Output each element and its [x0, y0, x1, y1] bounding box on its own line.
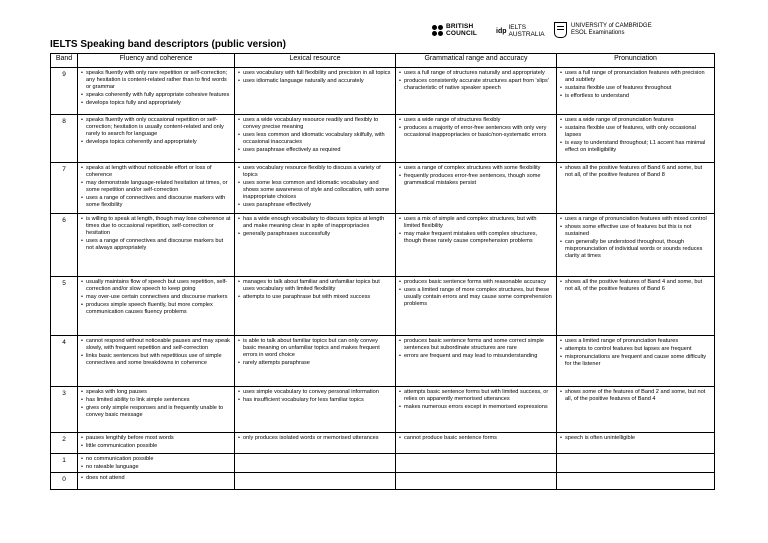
british-council-logo — [432, 23, 477, 37]
descriptor-item: • links basic sentences but with repetitious use of simple connectives and some breakdowns in coherence — [81, 353, 231, 367]
descriptor-item: • is willing to speak at length, though may lose coherence at times due to occasional repetition, self-correction or hesitation — [81, 216, 231, 237]
descriptor-item: • gives only simple responses and is frequently unable to convey basic message — [81, 405, 231, 419]
descriptor-list — [399, 216, 553, 245]
lexical-cell — [235, 163, 396, 214]
fluency-cell — [78, 336, 235, 387]
band-score: 2 — [51, 433, 78, 454]
ielts-line: IELTS — [508, 24, 527, 31]
descriptor-item: • is easy to understand throughout; L1 accent has minimal effect on intelligibility — [560, 140, 711, 154]
descriptor-item: • usually maintains flow of speech but uses repetition, self-correction and/or slow speech to keep going — [81, 279, 231, 293]
lexical-cell — [235, 277, 396, 336]
descriptor-item: • uses a range of connectives and discourse markers but not always appropriately — [81, 238, 231, 252]
descriptor-item: • uses a limited range of more complex structures, but these usually contain errors and may cause some comprehension problems — [399, 287, 553, 308]
descriptor-item: • has insufficient vocabulary for less familiar topics — [238, 397, 392, 404]
descriptor-item: • uses paraphrase effectively as required — [238, 147, 392, 154]
table-header-row — [51, 54, 715, 68]
descriptor-list — [238, 389, 392, 404]
descriptor-item: • produces simple speech fluently, but more complex communication causes fluency problems — [81, 302, 231, 316]
grammar-cell — [396, 473, 557, 490]
header-band: Band — [51, 54, 78, 68]
descriptor-item: • uses vocabulary with full flexibility and precision in all topics — [238, 70, 392, 77]
header-fluency: Fluency and coherence — [78, 54, 235, 68]
table-row — [51, 473, 715, 490]
lexical-cell — [235, 387, 396, 433]
pronunciation-cell — [557, 214, 715, 277]
band-score: 1 — [51, 454, 78, 473]
lexical-cell — [235, 433, 396, 454]
pronunciation-cell — [557, 68, 715, 115]
descriptor-item: • attempts to control features but lapses are frequent — [560, 346, 711, 353]
band-score: 4 — [51, 336, 78, 387]
grammar-cell — [396, 214, 557, 277]
descriptor-item: • uses a full range of pronunciation features with precision and subtlety — [560, 70, 711, 84]
grammar-cell — [396, 433, 557, 454]
australia-line: AUSTRALIA — [508, 31, 545, 38]
descriptor-list — [81, 475, 231, 482]
descriptor-list — [238, 70, 392, 85]
pronunciation-cell — [557, 163, 715, 214]
table-row — [51, 277, 715, 336]
idp-mark: idp — [496, 27, 507, 35]
band-score: 0 — [51, 473, 78, 490]
descriptor-list — [560, 117, 711, 154]
descriptor-item: • frequently produces error-free sentences, though some grammatical mistakes persist — [399, 173, 553, 187]
lexical-cell — [235, 454, 396, 473]
descriptor-item: • produces basic sentence forms and some correct simple sentences but subordinate structures are rare — [399, 338, 553, 352]
descriptor-item: • errors are frequent and may lead to misunderstanding — [399, 353, 553, 360]
table-row — [51, 387, 715, 433]
header-lexical: Lexical resource — [235, 54, 396, 68]
fluency-cell — [78, 115, 235, 163]
fluency-cell — [78, 473, 235, 490]
lexical-cell — [235, 473, 396, 490]
descriptor-list — [238, 117, 392, 154]
descriptor-list — [81, 338, 231, 367]
table-row — [51, 214, 715, 277]
descriptor-item: • sustains flexible use of features, with only occasional lapses — [560, 125, 711, 139]
descriptor-list — [81, 70, 231, 107]
descriptor-list — [399, 165, 553, 187]
descriptor-item: • produces consistently accurate structures apart from 'slips' characteristic of native speaker speech — [399, 78, 553, 92]
descriptor-list — [560, 435, 711, 442]
band-descriptor-table — [50, 53, 715, 490]
descriptor-item: • uses a wide range of pronunciation features — [560, 117, 711, 124]
fluency-cell — [78, 214, 235, 277]
descriptor-item: • speaks coherently with fully appropriate cohesive features — [81, 92, 231, 99]
descriptor-item: • generally paraphrases successfully — [238, 231, 392, 238]
descriptor-list — [238, 165, 392, 210]
descriptor-list — [81, 216, 231, 252]
descriptor-list — [560, 279, 711, 293]
descriptor-item: • no communication possible — [81, 456, 231, 463]
table-row — [51, 115, 715, 163]
table-row — [51, 336, 715, 387]
descriptor-list — [399, 70, 553, 92]
descriptor-item: • uses simple vocabulary to convey personal information — [238, 389, 392, 396]
descriptor-item: • develops topics coherently and appropriately — [81, 139, 231, 146]
descriptor-item: • may demonstrate language-related hesitation at times, or some repetition and/or self-correction — [81, 180, 231, 194]
band-score: 3 — [51, 387, 78, 433]
cambridge-line2: ESOL Examinations — [571, 30, 625, 36]
descriptor-item: • speaks with long pauses — [81, 389, 231, 396]
table-row — [51, 454, 715, 473]
table-row — [51, 433, 715, 454]
descriptor-item: • attempts to use paraphrase but with mixed success — [238, 294, 392, 301]
descriptor-item: • produces a majority of error-free sentences with only very occasional inappropriacies or basic/non-systematic errors — [399, 125, 553, 139]
pronunciation-cell — [557, 454, 715, 473]
band-score: 9 — [51, 68, 78, 115]
descriptor-item: • uses a wide range of structures flexibly — [399, 117, 553, 124]
descriptor-list — [560, 216, 711, 261]
grammar-cell — [396, 387, 557, 433]
descriptor-item: • shows all the positive features of Band 6 and some, but not all, of the positive features of Band 8 — [560, 165, 711, 179]
descriptor-item: • makes numerous errors except in memorised expressions — [399, 404, 553, 411]
descriptor-item: • uses a wide vocabulary resource readily and flexibly to convey precise meaning — [238, 117, 392, 131]
header-logos — [432, 22, 662, 44]
fluency-cell — [78, 387, 235, 433]
grammar-cell — [396, 277, 557, 336]
cambridge-shield-icon — [554, 22, 567, 38]
descriptor-list — [238, 338, 392, 367]
band-score: 7 — [51, 163, 78, 214]
pronunciation-cell — [557, 115, 715, 163]
table-row — [51, 68, 715, 115]
pronunciation-cell — [557, 433, 715, 454]
descriptor-item: • uses a range of complex structures with some flexibility — [399, 165, 553, 172]
descriptor-list — [560, 338, 711, 368]
descriptor-list — [399, 117, 553, 139]
descriptor-item: • shows some effective use of features but this is not sustained — [560, 224, 711, 238]
descriptor-list — [81, 456, 231, 471]
fluency-cell — [78, 277, 235, 336]
descriptor-item: • has a wide enough vocabulary to discuss topics at length and make meaning clear in spite of inappropriacies — [238, 216, 392, 230]
descriptor-item: • shows all the positive features of Band 4 and some, but not all, of the positive features of Band 6 — [560, 279, 711, 293]
descriptor-list — [238, 279, 392, 301]
table-body — [51, 68, 715, 490]
ielts-australia-logo — [496, 24, 545, 38]
grammar-cell — [396, 454, 557, 473]
descriptor-item: • may make frequent mistakes with complex structures, though these rarely cause comprehension problems — [399, 231, 553, 245]
descriptor-list — [81, 117, 231, 146]
descriptor-item: • is able to talk about familiar topics but can only convey basic meaning on unfamiliar topics and makes frequent errors in word choice — [238, 338, 392, 359]
page-title: IELTS Speaking band descriptors (public version) — [50, 39, 286, 50]
descriptor-list — [238, 216, 392, 238]
descriptor-item: • uses a limited range of pronunciation features — [560, 338, 711, 345]
descriptor-list — [399, 279, 553, 308]
descriptor-list — [81, 279, 231, 316]
band-score: 6 — [51, 214, 78, 277]
descriptor-item: • only produces isolated words or memorised utterances — [238, 435, 392, 442]
descriptor-item: • speaks at length without noticeable effort or loss of coherence — [81, 165, 231, 179]
descriptor-item: • cannot respond without noticeable pauses and may speak slowly, with frequent repetition and self-correction — [81, 338, 231, 352]
british-council-line2: COUNCIL — [446, 30, 478, 37]
table-row — [51, 163, 715, 214]
pronunciation-cell — [557, 336, 715, 387]
fluency-cell — [78, 433, 235, 454]
descriptor-item: • is effortless to understand — [560, 93, 711, 100]
descriptor-list — [81, 389, 231, 419]
descriptor-item: • uses vocabulary resource flexibly to discuss a variety of topics — [238, 165, 392, 179]
descriptor-item: • uses some less common and idiomatic vocabulary and shows some awareness of style and collocation, with some inappropriate choices — [238, 180, 392, 201]
descriptor-list — [399, 338, 553, 360]
british-council-dots-icon — [432, 25, 443, 36]
grammar-cell — [396, 336, 557, 387]
descriptor-list — [81, 435, 231, 450]
descriptor-item: • no rateable language — [81, 464, 231, 471]
descriptor-item: • develops topics fully and appropriately — [81, 100, 231, 107]
pronunciation-cell — [557, 277, 715, 336]
descriptor-list — [399, 389, 553, 411]
pronunciation-cell — [557, 473, 715, 490]
descriptor-item: • does not attend — [81, 475, 231, 482]
descriptor-item: • can generally be understood throughout, though mispronunciation of individual words or sounds reduces clarity at times — [560, 239, 711, 260]
header-pronunciation: Pronunciation — [557, 54, 715, 68]
descriptor-item: • has limited ability to link simple sentences — [81, 397, 231, 404]
british-council-line1: BRITISH — [446, 23, 474, 30]
band-score: 8 — [51, 115, 78, 163]
grammar-cell — [396, 115, 557, 163]
lexical-cell — [235, 115, 396, 163]
grammar-cell — [396, 163, 557, 214]
descriptor-list — [560, 165, 711, 179]
descriptor-item: • uses idiomatic language naturally and accurately — [238, 78, 392, 85]
cambridge-line1: UNIVERSITY of CAMBRIDGE — [571, 23, 652, 29]
cambridge-logo — [554, 22, 652, 38]
descriptor-item: • produces basic sentence forms with reasonable accuracy — [399, 279, 553, 286]
lexical-cell — [235, 214, 396, 277]
descriptor-item: • little communication possible — [81, 443, 231, 450]
header-grammar: Grammatical range and accuracy — [396, 54, 557, 68]
descriptor-item: • mispronunciations are frequent and cause some difficulty for the listener — [560, 354, 711, 368]
descriptor-item: • attempts basic sentence forms but with limited success, or relies on apparently memorised utterances — [399, 389, 553, 403]
descriptor-item: • cannot produce basic sentence forms — [399, 435, 553, 442]
descriptor-item: • uses a range of connectives and discourse markers with some flexibility — [81, 195, 231, 209]
lexical-cell — [235, 68, 396, 115]
grammar-cell — [396, 68, 557, 115]
descriptor-item: • uses a full range of structures naturally and appropriately — [399, 70, 553, 77]
descriptor-item: • speech is often unintelligible — [560, 435, 711, 442]
pronunciation-cell — [557, 387, 715, 433]
descriptor-item: • speaks fluently with only occasional repetition or self-correction; hesitation is usually content-related and only rarely to search for language — [81, 117, 231, 138]
descriptor-item: • uses less common and idiomatic vocabulary skilfully, with occasional inaccuracies — [238, 132, 392, 146]
descriptor-item: • uses a range of pronunciation features with mixed control — [560, 216, 711, 223]
descriptor-item: • shows some of the features of Band 2 and some, but not all, of the positive features of Band 4 — [560, 389, 711, 403]
descriptor-item: • uses paraphrase effectively — [238, 202, 392, 209]
fluency-cell — [78, 454, 235, 473]
descriptor-list — [238, 435, 392, 442]
band-score: 5 — [51, 277, 78, 336]
fluency-cell — [78, 68, 235, 115]
descriptor-item: • rarely attempts paraphrase — [238, 360, 392, 367]
descriptor-item: • manages to talk about familiar and unfamiliar topics but uses vocabulary with limited flexibility — [238, 279, 392, 293]
descriptor-list — [81, 165, 231, 210]
descriptor-item: • uses a mix of simple and complex structures, but with limited flexibility — [399, 216, 553, 230]
descriptor-item: • sustains flexible use of features throughout — [560, 85, 711, 92]
lexical-cell — [235, 336, 396, 387]
descriptor-list — [560, 389, 711, 403]
fluency-cell — [78, 163, 235, 214]
descriptor-item: • speaks fluently with only rare repetition or self-correction; any hesitation is content-related rather than to find words or grammar — [81, 70, 231, 91]
descriptor-list — [560, 70, 711, 100]
descriptor-item: • pauses lengthily before most words — [81, 435, 231, 442]
descriptor-item: • may over-use certain connectives and discourse markers — [81, 294, 231, 301]
descriptor-list — [399, 435, 553, 442]
